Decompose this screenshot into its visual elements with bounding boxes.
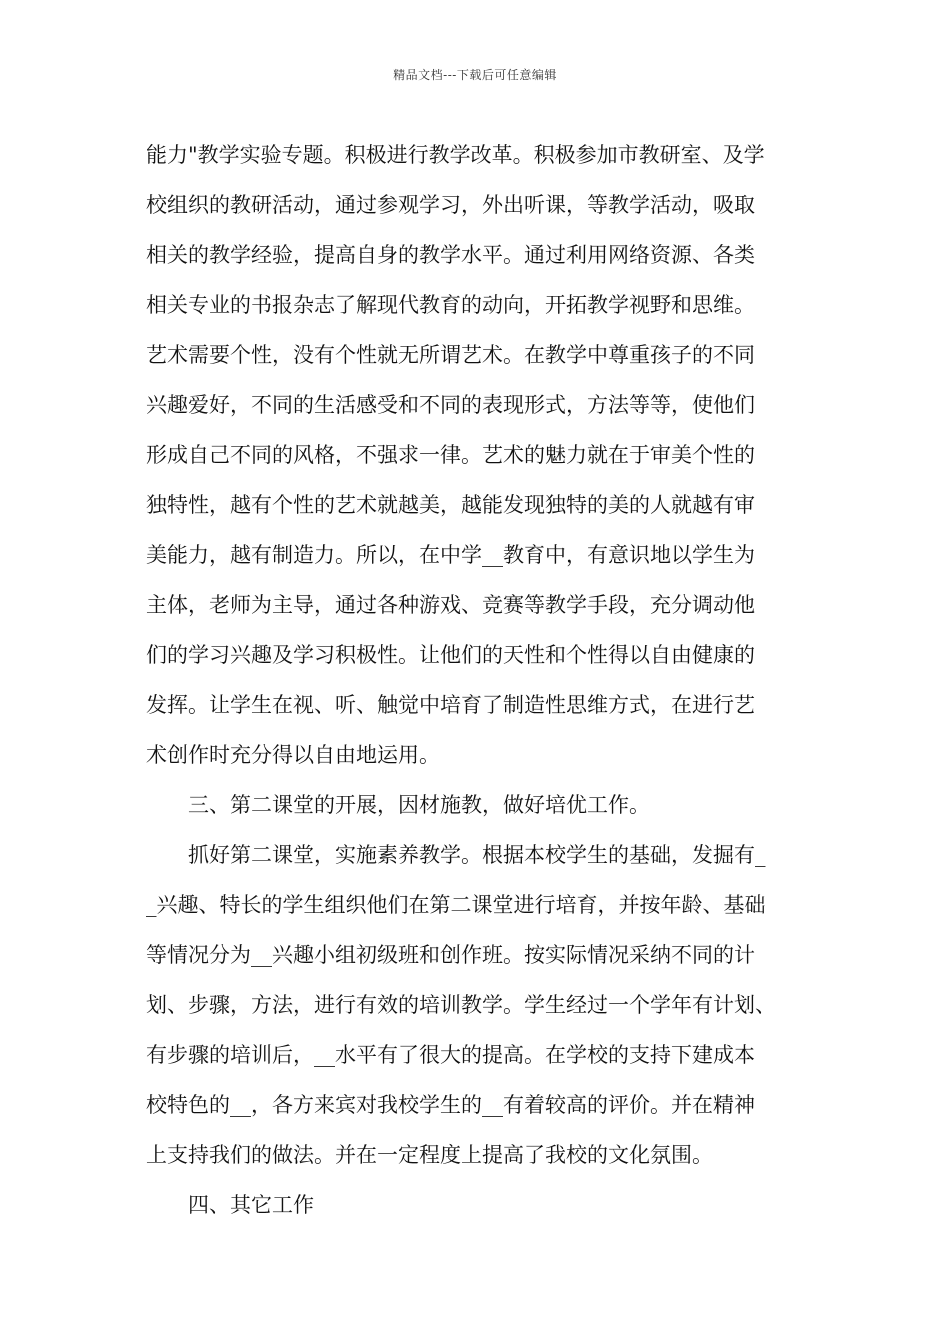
text-line: 抓好第二课堂，实施素养教学。根据本校学生的基础，发掘有_: [188, 843, 766, 867]
text-line: 发挥。让学生在视、听、触觉中培育了制造性思维方式，在进行艺: [146, 693, 755, 717]
section-heading-4: 四、其它工作: [188, 1193, 314, 1217]
text-line: 等情况分为__兴趣小组初级班和创作班。按实际情况采纳不同的计: [146, 943, 755, 967]
text-line: 们的学习兴趣及学习积极性。让他们的天性和个性得以自由健康的: [146, 643, 755, 667]
text-line: 兴趣爱好，不同的生活感受和不同的表现形式，方法等等，使他们: [146, 393, 755, 417]
text-line: 相关专业的书报杂志了解现代教育的动向，开拓教学视野和思维。: [146, 293, 755, 317]
document-body: [146, 130, 836, 1230]
text-line: 术创作时充分得以自由地运用。: [146, 743, 440, 767]
text-line: 艺术需要个性，没有个性就无所谓艺术。在教学中尊重孩子的不同: [146, 343, 755, 367]
text-line: 美能力，越有制造力。所以，在中学__教育中，有意识地以学生为: [146, 543, 755, 567]
paragraph-art-teaching: [146, 130, 836, 780]
text-line: 划、步骤，方法，进行有效的培训教学。学生经过一个学年有计划、: [146, 993, 776, 1017]
text-line: 独特性，越有个性的艺术就越美，越能发现独特的美的人就越有审: [146, 493, 755, 517]
text-line: 主体，老师为主导，通过各种游戏、竞赛等教学手段，充分调动他: [146, 593, 755, 617]
text-line: 相关的教学经验，提高自身的教学水平。通过利用网络资源、各类: [146, 243, 755, 267]
text-line: 形成自己不同的风格，不强求一律。艺术的魅力就在于审美个性的: [146, 443, 755, 467]
text-line: 上支持我们的做法。并在一定程度上提高了我校的文化氛围。: [146, 1143, 713, 1167]
paragraph-second-classroom: [146, 830, 836, 1180]
text-line: 校特色的__，各方来宾对我校学生的__有着较高的评价。并在精神: [146, 1093, 755, 1117]
page-header: 精品文档---下载后可任意编辑: [393, 68, 557, 82]
text-line: 校组织的教研活动，通过参观学习，外出听课，等教学活动，吸取: [146, 193, 755, 217]
section-heading-3: 三、第二课堂的开展，因材施教，做好培优工作。: [188, 793, 650, 817]
text-line: _兴趣、特长的学生组织他们在第二课堂进行培育，并按年龄、基础: [146, 893, 766, 917]
text-line: 有步骤的培训后，__水平有了很大的提高。在学校的支持下建成本: [146, 1043, 755, 1067]
text-line: 能力"教学实验专题。积极进行教学改革。积极参加市教研室、及学: [146, 143, 765, 167]
